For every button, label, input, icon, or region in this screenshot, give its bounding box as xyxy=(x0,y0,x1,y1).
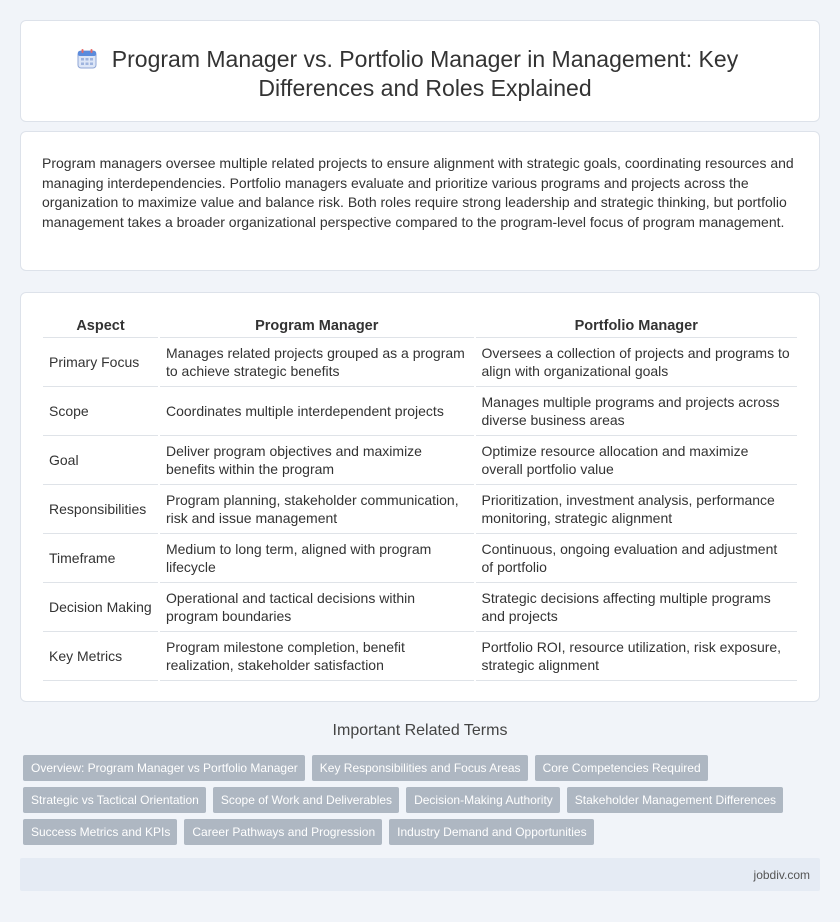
title-card xyxy=(20,20,820,122)
table-row xyxy=(43,632,797,681)
portfolio-cell: Manages multiple programs and projects across diverse business areas xyxy=(476,387,798,436)
intro-card xyxy=(20,131,820,271)
comparison-table xyxy=(41,316,799,681)
program-cell: Operational and tactical decisions within program boundaries xyxy=(160,583,474,632)
program-cell: Coordinates multiple interdependent projects xyxy=(160,387,474,436)
table-row xyxy=(43,583,797,632)
program-cell: Medium to long term, aligned with program lifecycle xyxy=(160,534,474,583)
aspect-cell: Goal xyxy=(43,436,158,485)
page-title: Program Manager vs. Portfolio Manager in Management: Key Differences and Roles Explained xyxy=(111,46,739,101)
aspect-cell: Timeframe xyxy=(43,534,158,583)
program-cell: Program planning, stakeholder communication, risk and issue management xyxy=(160,485,474,534)
related-term-tag[interactable]: Industry Demand and Opportunities xyxy=(389,819,593,845)
related-term-tag[interactable]: Core Competencies Required xyxy=(535,755,708,781)
related-term-tag[interactable]: Career Pathways and Progression xyxy=(184,819,382,845)
aspect-cell: Primary Focus xyxy=(43,338,158,387)
portfolio-cell: Prioritization, investment analysis, performance monitoring, strategic alignment xyxy=(476,485,798,534)
comparison-card xyxy=(20,292,820,702)
table-row xyxy=(43,485,797,534)
aspect-cell: Decision Making xyxy=(43,583,158,632)
aspect-cell: Key Metrics xyxy=(43,632,158,681)
footer-site-link[interactable]: jobdiv.com xyxy=(753,868,810,882)
related-term-tag[interactable]: Decision-Making Authority xyxy=(406,787,560,813)
portfolio-cell: Continuous, ongoing evaluation and adjustment of portfolio xyxy=(476,534,798,583)
related-term-tag[interactable]: Strategic vs Tactical Orientation xyxy=(23,787,206,813)
portfolio-cell: Optimize resource allocation and maximize overall portfolio value xyxy=(476,436,798,485)
header-program-manager: Program Manager xyxy=(160,316,474,338)
footer-bar xyxy=(20,858,820,891)
portfolio-cell: Oversees a collection of projects and programs to align with organizational goals xyxy=(476,338,798,387)
header-portfolio-manager: Portfolio Manager xyxy=(476,316,798,338)
table-row xyxy=(43,338,797,387)
table-row xyxy=(43,534,797,583)
related-term-tag[interactable]: Success Metrics and KPIs xyxy=(23,819,177,845)
related-term-tag[interactable]: Overview: Program Manager vs Portfolio Manager xyxy=(23,755,305,781)
table-row xyxy=(43,387,797,436)
table-header-row xyxy=(43,316,797,338)
related-term-tag[interactable]: Key Responsibilities and Focus Areas xyxy=(312,755,528,781)
program-cell: Manages related projects grouped as a program to achieve strategic benefits xyxy=(160,338,474,387)
related-term-tag[interactable]: Scope of Work and Deliverables xyxy=(213,787,399,813)
table-row xyxy=(43,436,797,485)
related-term-tag[interactable]: Stakeholder Management Differences xyxy=(567,787,783,813)
intro-paragraph: Program managers oversee multiple related projects to ensure alignment with strategic goals, coordinating resources and managing interdependencies. Portfolio managers evaluate and prioritize various programs and projects across the organization to maximize value and balance risk. Both roles require strong leadership and strategic thinking, but portfolio management takes a broader organizational perspective compared to the program-level focus of program management. xyxy=(42,155,794,230)
program-cell: Deliver program objectives and maximize benefits within the program xyxy=(160,436,474,485)
aspect-cell: Scope xyxy=(43,387,158,436)
related-terms-list xyxy=(23,755,803,845)
portfolio-cell: Portfolio ROI, resource utilization, risk exposure, strategic alignment xyxy=(476,632,798,681)
portfolio-cell: Strategic decisions affecting multiple programs and projects xyxy=(476,583,798,632)
related-terms-heading: Important Related Terms xyxy=(332,722,508,739)
program-cell: Program milestone completion, benefit realization, stakeholder satisfaction xyxy=(160,632,474,681)
aspect-cell: Responsibilities xyxy=(43,485,158,534)
header-aspect: Aspect xyxy=(43,316,158,338)
